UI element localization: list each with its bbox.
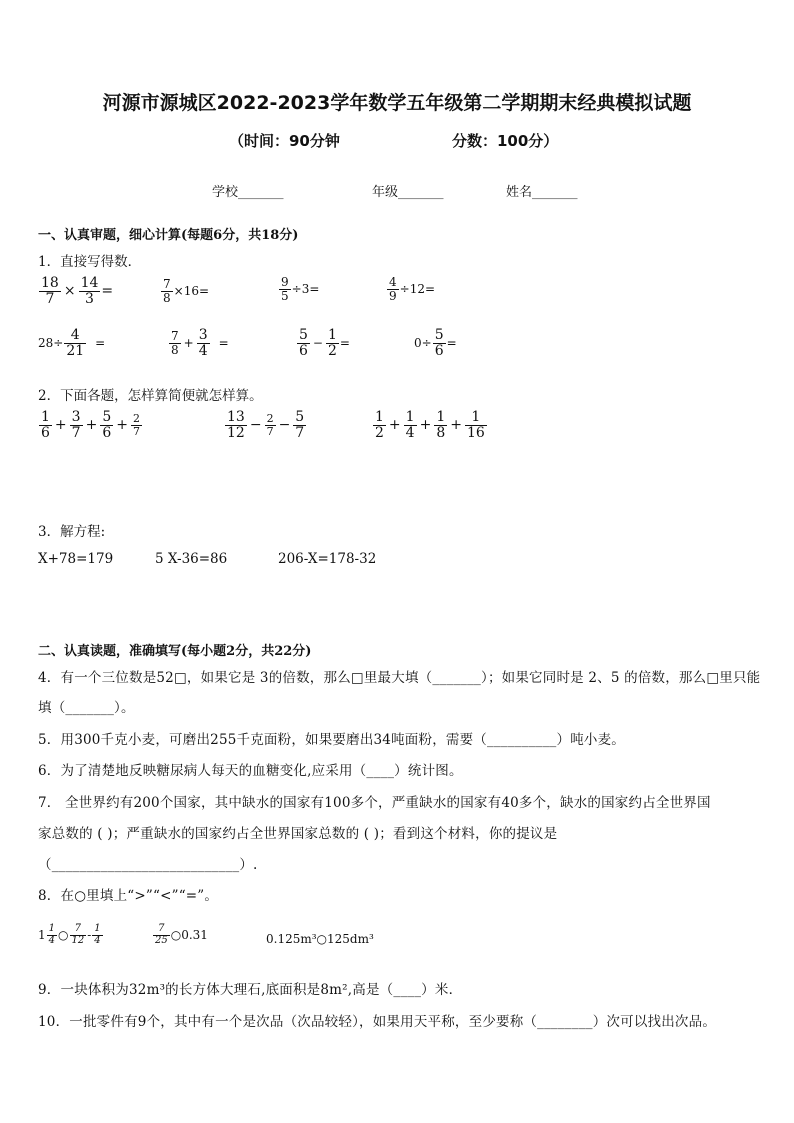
question-1-label: 1．直接写得数． bbox=[38, 254, 142, 270]
equation-2: 5 X-36=86 bbox=[155, 551, 228, 567]
q1-item-6: $\frac{7}{8}$ + $\frac{3}{4}$ = bbox=[171, 327, 229, 359]
q1-item-5: 28÷ $\frac{4}{21}$ = bbox=[38, 327, 106, 359]
question-6: 6．为了清楚地反映糖尿病人每天的血糖变化,应采用（____）统计图。 bbox=[38, 763, 463, 779]
exam-score: 分数：100分） bbox=[452, 132, 559, 150]
question-4-line-2: 填（_______）。 bbox=[38, 700, 135, 716]
q8-item-2: $\frac{7}{25}$ ○0.31 bbox=[155, 923, 208, 946]
q8-item-3: 0.125m³○125dm³ bbox=[266, 932, 374, 946]
question-7-line-2: 家总数的 ( )；严重缺水的国家约占全世界国家总数的 ( )；看到这个材料，你的提议是 bbox=[38, 826, 558, 842]
q1-item-7: $\frac{5}{6}$ − $\frac{1}{2}$ = bbox=[299, 327, 350, 359]
question-3-label: 3．解方程: bbox=[38, 524, 106, 540]
section-1-title: 一、认真审题，细心计算(每题6分，共18分) bbox=[38, 228, 299, 243]
q1-item-3: $\frac{9}{5}$ ÷3= bbox=[281, 275, 320, 303]
q1-item-1: $\frac{18}{7}$ × $\frac{14}{3}$ = bbox=[41, 275, 114, 307]
question-7-line-3: （___________________________）. bbox=[38, 857, 258, 873]
question-5: 5．用300千克小麦，可磨出255千克面粉，如果要磨出34吨面粉，需要（__________）吨小麦。 bbox=[38, 732, 626, 748]
q8-item-1: 1 $\frac{1}{4}$ ○ $\frac{7}{12}$ - $\frac{1}{4}$ bbox=[38, 923, 101, 946]
question-10: 10．一批零件有9个，其中有一个是次品（次品较轻），如果用天平称，至少要称（________）次可以找出次品。 bbox=[38, 1014, 717, 1030]
question-4-line-1: 4．有一个三位数是52□，如果它是 3的倍数，那么□里最大填（_______）；如果它同时是 2、5 的倍数，那么□里只能 bbox=[38, 670, 761, 686]
question-9: 9．一块体积为32m³的长方体大理石,底面积是8m²,高是（____）米． bbox=[38, 982, 463, 998]
equation-1: X+78=179 bbox=[38, 551, 114, 567]
q2-expression-1: $\frac{1}{6}$ + $\frac{3}{7}$ + $\frac{5}{6}$ + $\frac{2}{7}$ bbox=[41, 409, 140, 441]
name-field: 姓名_______ bbox=[506, 185, 578, 200]
equation-3: 206-X=178-32 bbox=[278, 551, 377, 567]
q1-item-4: $\frac{4}{9}$ ÷12= bbox=[389, 275, 436, 303]
q1-item-2: $\frac{7}{8}$ ×16= bbox=[163, 277, 210, 305]
question-8: 8．在○里填上“>”“<”“=”。 bbox=[38, 888, 219, 904]
q2-expression-3: $\frac{1}{2}$ + $\frac{1}{4}$ + $\frac{1}{8}$ + $\frac{1}{16}$ bbox=[375, 409, 485, 441]
q1-item-8: 0÷ $\frac{5}{6}$ = bbox=[414, 327, 457, 359]
page-title: 河源市源城区2022-2023学年数学五年级第二学期期末经典模拟试题 bbox=[102, 92, 692, 114]
q2-expression-2: $\frac{13}{12}$ − $\frac{2}{7}$ − $\frac{5}{7}$ bbox=[227, 409, 305, 441]
question-7-line-1: 7． 全世界约有200个国家，其中缺水的国家有100多个，严重缺水的国家有40多个，缺水的国家约占全世界国 bbox=[38, 795, 711, 811]
school-field: 学校_______ bbox=[212, 185, 284, 200]
grade-field: 年级_______ bbox=[372, 185, 444, 200]
section-2-title: 二、认真读题，准确填写(每小题2分，共22分) bbox=[38, 644, 312, 659]
question-2-label: 2．下面各题，怎样算简便就怎样算。 bbox=[38, 388, 263, 404]
exam-time: （时间：90分钟 bbox=[229, 132, 340, 150]
compare-circle: ○ bbox=[58, 928, 69, 942]
